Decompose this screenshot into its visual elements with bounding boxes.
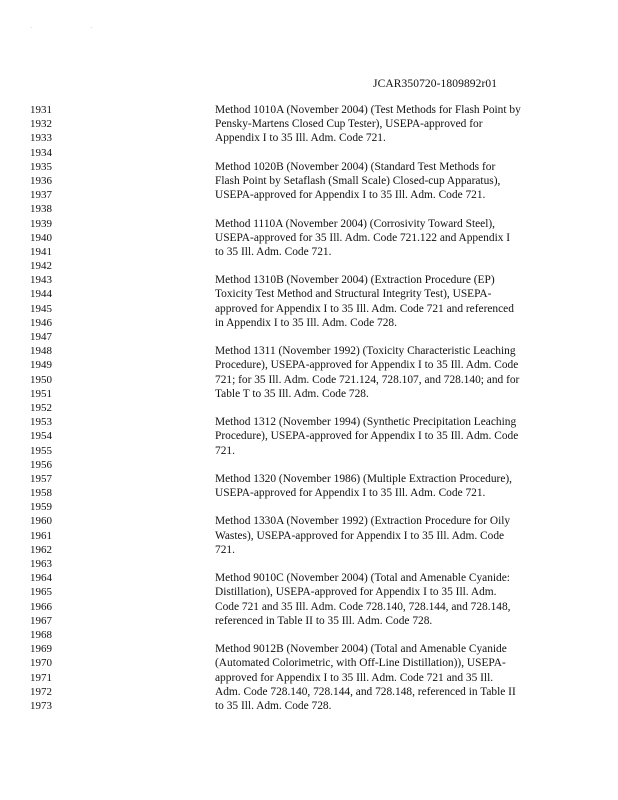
text-line — [0, 146, 618, 160]
line-text: approved for Appendix I to 35 Ill. Adm. Code 721 and referenced — [215, 302, 514, 315]
line-text: Code 721 and 35 Ill. Adm. Code 728.140, 728.144, and 728.148, — [215, 600, 511, 613]
line-text: Method 9012B (November 2004) (Total and Amenable Cyanide — [215, 643, 507, 656]
line-number: 1938 — [30, 203, 52, 216]
line-number: 1960 — [30, 515, 52, 528]
line-text: approved for Appendix I to 35 Ill. Adm. Code 721 and 35 Ill. — [215, 671, 494, 684]
text-line — [0, 160, 618, 174]
line-text: Wastes), USEPA-approved for Appendix I to 35 Ill. Adm. Code — [215, 529, 505, 542]
line-number: 1939 — [30, 217, 52, 230]
text-line — [0, 302, 618, 316]
line-text: Method 9010C (November 2004) (Total and Amenable Cyanide: — [215, 572, 510, 585]
line-number: 1933 — [30, 132, 52, 145]
line-number: 1951 — [30, 387, 52, 400]
scan-marks: · · — [30, 24, 121, 32]
line-number: 1932 — [30, 118, 52, 131]
text-line — [0, 117, 618, 131]
line-number: 1972 — [30, 685, 52, 698]
line-number: 1966 — [30, 600, 52, 613]
line-text: (Automated Colorimetric, with Off-Line Distillation)), USEPA- — [215, 657, 506, 670]
line-number: 1943 — [30, 274, 52, 287]
text-line — [0, 671, 618, 685]
text-line — [0, 500, 618, 514]
text-line — [0, 529, 618, 543]
line-number: 1971 — [30, 671, 52, 684]
line-text: Method 1020B (November 2004) (Standard Test Methods for — [215, 160, 496, 173]
text-line — [0, 401, 618, 415]
line-text: Method 1311 (November 1992) (Toxicity Characteristic Leaching — [215, 345, 516, 358]
line-text: Procedure), USEPA-approved for Appendix I to 35 Ill. Adm. Code — [215, 359, 519, 372]
line-number: 1965 — [30, 586, 52, 599]
text-line — [0, 699, 618, 713]
text-line — [0, 231, 618, 245]
text-line — [0, 287, 618, 301]
line-text: USEPA-approved for Appendix I to 35 Ill. Adm. Code 721. — [215, 189, 486, 202]
text-line — [0, 444, 618, 458]
line-number: 1959 — [30, 501, 52, 514]
line-number: 1944 — [30, 288, 52, 301]
line-number: 1964 — [30, 572, 52, 585]
line-number: 1955 — [30, 444, 52, 457]
line-number: 1968 — [30, 628, 52, 641]
text-line — [0, 543, 618, 557]
line-text: Appendix I to 35 Ill. Adm. Code 721. — [215, 132, 386, 145]
text-line — [0, 429, 618, 443]
line-number: 1970 — [30, 657, 52, 670]
text-line — [0, 358, 618, 372]
line-number: 1936 — [30, 174, 52, 187]
line-number: 1942 — [30, 260, 52, 273]
line-text: 721. — [215, 543, 235, 556]
line-text: to 35 Ill. Adm. Code 721. — [215, 245, 332, 258]
line-number: 1946 — [30, 316, 52, 329]
document-id: JCAR350720-1809892r01 — [373, 78, 498, 90]
line-number: 1935 — [30, 160, 52, 173]
text-line — [0, 387, 618, 401]
line-number: 1958 — [30, 487, 52, 500]
text-line — [0, 486, 618, 500]
line-text: Method 1110A (November 2004) (Corrosivity Toward Steel), — [215, 217, 496, 230]
text-line — [0, 344, 618, 358]
line-number: 1945 — [30, 302, 52, 315]
line-number: 1963 — [30, 558, 52, 570]
line-text: Method 1330A (November 1992) (Extraction Procedure for Oily — [215, 515, 511, 528]
line-number: 1934 — [30, 146, 52, 159]
line-number: 1949 — [30, 359, 52, 372]
text-line — [0, 415, 618, 429]
line-text: Method 1310B (November 2004) (Extraction Procedure (EP) — [215, 274, 495, 287]
text-line — [0, 330, 618, 344]
line-text: Adm. Code 728.140, 728.144, and 728.148, referenced in Table II — [215, 685, 516, 698]
text-line — [0, 514, 618, 528]
line-number: 1969 — [30, 643, 52, 656]
line-number: 1947 — [30, 331, 52, 343]
line-text: USEPA-approved for Appendix I to 35 Ill. Adm. Code 721. — [215, 487, 486, 500]
line-text: to 35 Ill. Adm. Code 728. — [215, 699, 332, 712]
text-line — [0, 217, 618, 231]
text-line — [0, 188, 618, 202]
text-line — [0, 614, 618, 628]
text-line — [0, 656, 618, 670]
line-number: 1937 — [30, 189, 52, 202]
text-line — [0, 202, 618, 216]
line-text: Procedure), USEPA-approved for Appendix I to 35 Ill. Adm. Code — [215, 430, 519, 443]
line-number: 1957 — [30, 472, 52, 485]
line-text: in Appendix I to 35 Ill. Adm. Code 728. — [215, 316, 397, 329]
text-line — [0, 458, 618, 472]
text-line — [0, 245, 618, 259]
text-line — [0, 259, 618, 273]
text-line — [0, 585, 618, 599]
line-text: Method 1320 (November 1986) (Multiple Extraction Procedure), — [215, 472, 513, 485]
line-number: 1954 — [30, 430, 52, 443]
text-line — [0, 571, 618, 585]
line-text: Pensky-Martens Closed Cup Tester), USEPA-approved for — [215, 118, 483, 131]
text-line — [0, 174, 618, 188]
line-number: 1952 — [30, 401, 52, 414]
text-line — [0, 131, 618, 145]
line-number: 1941 — [30, 245, 52, 258]
text-line — [0, 628, 618, 642]
line-number: 1962 — [30, 543, 52, 556]
line-number: 1961 — [30, 529, 52, 542]
line-text: Flash Point by Setaflash (Small Scale) Closed-cup Apparatus), — [215, 174, 501, 187]
line-number: 1948 — [30, 345, 52, 358]
line-text: Method 1312 (November 1994) (Synthetic Precipitation Leaching — [215, 416, 517, 429]
line-number: 1956 — [30, 458, 52, 471]
text-line — [0, 685, 618, 699]
line-text: Distillation), USEPA-approved for Appendix I to 35 Ill. Adm. — [215, 586, 497, 599]
text-line — [0, 600, 618, 614]
line-number: 1967 — [30, 614, 52, 627]
line-number: 1940 — [30, 231, 52, 244]
text-line — [0, 642, 618, 656]
line-text: 721. — [215, 444, 235, 457]
line-text: Table T to 35 Ill. Adm. Code 728. — [215, 387, 369, 400]
line-text: 721; for 35 Ill. Adm. Code 721.124, 728.107, and 728.140; and for — [215, 373, 520, 386]
line-text: Method 1010A (November 2004) (Test Methods for Flash Point by — [215, 104, 521, 116]
line-text: referenced in Table II to 35 Ill. Adm. Code 728. — [215, 614, 433, 627]
line-number: 1950 — [30, 373, 52, 386]
line-text: USEPA-approved for 35 Ill. Adm. Code 721.122 and Appendix I — [215, 231, 511, 244]
line-number: 1931 — [30, 104, 52, 116]
text-line — [0, 316, 618, 330]
text-line — [0, 557, 618, 571]
numbered-text-body — [0, 103, 618, 713]
text-line — [0, 273, 618, 287]
line-number: 1953 — [30, 416, 52, 429]
text-line — [0, 103, 618, 117]
line-text: Toxicity Test Method and Structural Integrity Test), USEPA- — [215, 288, 492, 301]
line-number: 1973 — [30, 699, 52, 712]
text-line — [0, 373, 618, 387]
text-line — [0, 472, 618, 486]
